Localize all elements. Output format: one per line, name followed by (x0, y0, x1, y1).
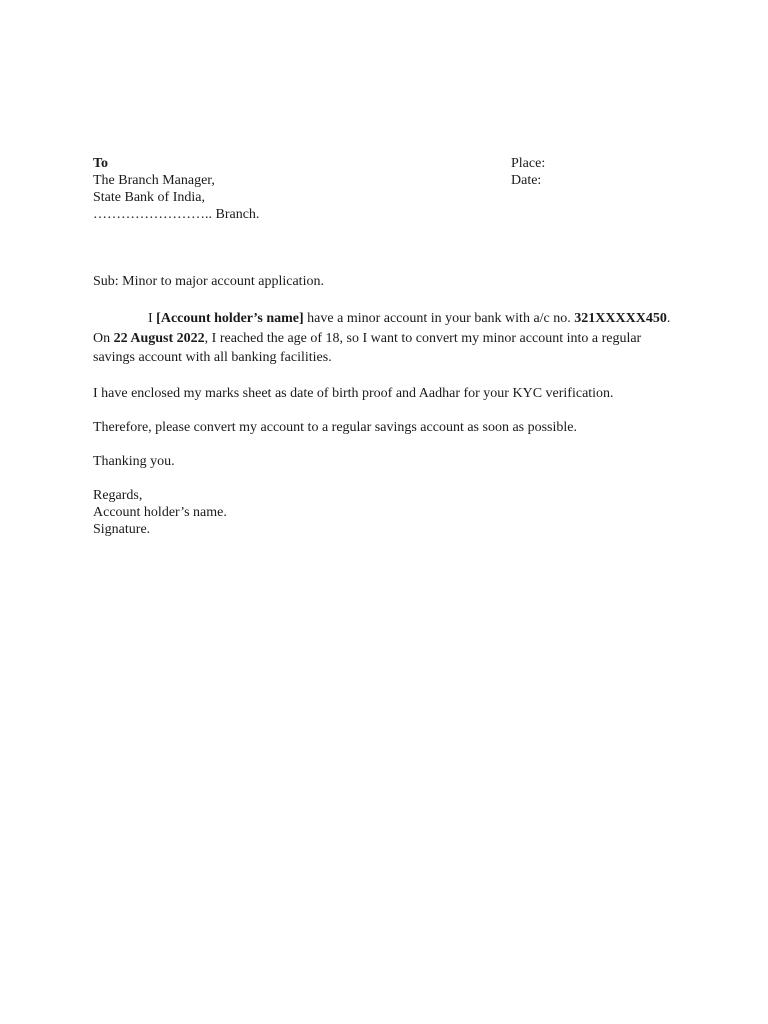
regards-line: Regards, (93, 487, 143, 503)
recipient-branch: …………………….. Branch. (93, 207, 260, 222)
recipient-bank: State Bank of India, (93, 190, 205, 205)
body-paragraph-2: I have enclosed my marks sheet as date of birth proof and Aadhar for your KYC verification. (93, 385, 614, 401)
account-number: 321XXXXX450 (574, 311, 667, 326)
birthday-date: 22 August 2022 (113, 330, 205, 346)
recipient-address (93, 155, 259, 223)
letter (93, 155, 683, 538)
p1-mid: have a minor account in your bank with a/c no. (303, 311, 575, 326)
sender-name: Account holder’s name. (93, 504, 227, 520)
p1-prefix: I (148, 311, 157, 326)
thanking-line: Thanking you. (93, 453, 175, 469)
place-label: Place: (511, 156, 546, 171)
to-label: To (93, 156, 109, 171)
recipient-title: The Branch Manager, (93, 173, 215, 188)
place-date-block (511, 155, 545, 189)
body-paragraph-1 (93, 309, 683, 368)
date-label: Date: (511, 173, 542, 188)
p1-rest: , I reached the age of 18, so I want to convert my minor account into a regular savings account with all banking facilities. (93, 330, 642, 365)
letter-header (93, 155, 683, 223)
closing-block (93, 487, 683, 538)
subject-line: Sub: Minor to major account application. (93, 274, 324, 289)
signature-line: Signature. (93, 521, 151, 537)
p1-on: . On (93, 311, 671, 346)
account-holder-name: [Account holder’s name] (156, 311, 304, 326)
body-paragraph-3: Therefore, please convert my account to a regular savings account as soon as possible. (93, 419, 577, 435)
